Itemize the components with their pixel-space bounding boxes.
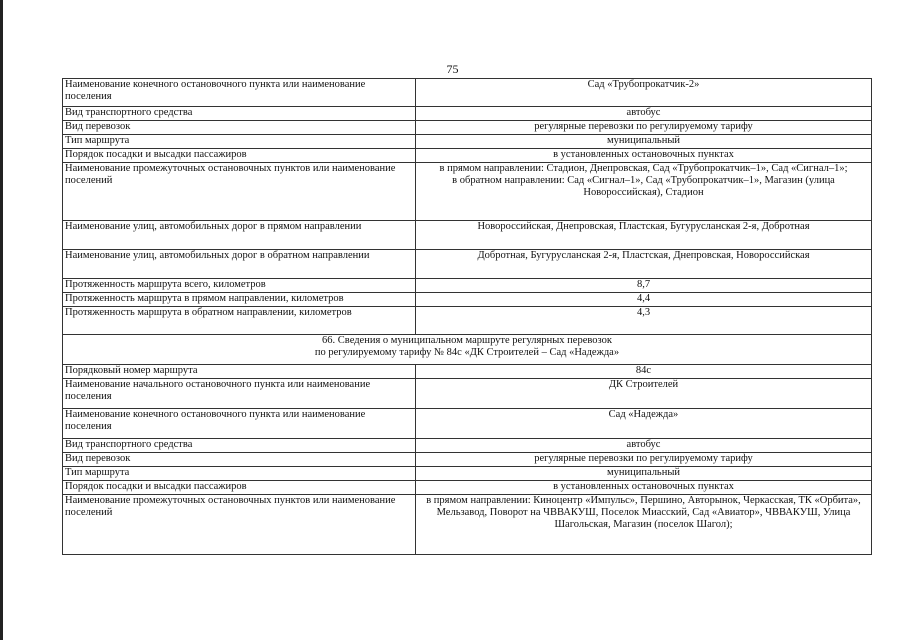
row-label: Протяженность маршрута в обратном направлении, километров bbox=[63, 307, 416, 335]
table-row bbox=[63, 481, 872, 495]
section-heading-row bbox=[63, 335, 872, 365]
row-label: Порядок посадки и высадки пассажиров bbox=[63, 149, 416, 163]
row-value: Добротная, Бугурусланская 2-я, Пластская, Днепровская, Новороссийская bbox=[416, 250, 872, 279]
row-label: Наименование конечного остановочного пункта или наименование поселения bbox=[63, 409, 416, 439]
table-row bbox=[63, 467, 872, 481]
table-row bbox=[63, 135, 872, 149]
section-heading: 66. Сведения о муниципальном маршруте регулярных перевозок по регулируемому тарифу № 84с «ДК Строителей – Сад «Надежда» bbox=[63, 335, 872, 365]
row-value: муниципальный bbox=[416, 467, 872, 481]
table-row bbox=[63, 495, 872, 555]
row-value: регулярные перевозки по регулируемому тарифу bbox=[416, 453, 872, 467]
table-row bbox=[63, 379, 872, 409]
row-value: 4,3 bbox=[416, 307, 872, 335]
row-value: ДК Строителей bbox=[416, 379, 872, 409]
row-value: автобус bbox=[416, 439, 872, 453]
table-row bbox=[63, 453, 872, 467]
row-value: Сад «Надежда» bbox=[416, 409, 872, 439]
page-number: 75 bbox=[446, 62, 459, 76]
row-value bbox=[416, 163, 872, 221]
row-label: Наименование промежуточных остановочных пунктов или наименование поселений bbox=[63, 163, 416, 221]
table-row bbox=[63, 409, 872, 439]
row-label: Наименование улиц, автомобильных дорог в прямом направлении bbox=[63, 221, 416, 250]
row-value: в установленных остановочных пунктах bbox=[416, 481, 872, 495]
table-row bbox=[63, 107, 872, 121]
row-label: Тип маршрута bbox=[63, 467, 416, 481]
route-table bbox=[62, 78, 872, 555]
table-row bbox=[63, 163, 872, 221]
row-label: Порядок посадки и высадки пассажиров bbox=[63, 481, 416, 495]
row-value: Новороссийская, Днепровская, Пластская, Бугурусланская 2-я, Добротная bbox=[416, 221, 872, 250]
row-value: Сад «Трубопрокатчик-2» bbox=[416, 79, 872, 107]
table-row bbox=[63, 250, 872, 279]
table-row bbox=[63, 365, 872, 379]
row-label: Наименование улиц, автомобильных дорог в обратном направлении bbox=[63, 250, 416, 279]
page-edge bbox=[0, 0, 3, 640]
return-stops: в обратном направлении: Сад «Сигнал–1», Сад «Трубопрокатчик–1», Магазин (улица Новороссийская), Стадион bbox=[452, 175, 835, 198]
row-label: Наименование конечного остановочного пункта или наименование поселения bbox=[63, 79, 416, 107]
row-value: 8,7 bbox=[416, 279, 872, 293]
table-row bbox=[63, 279, 872, 293]
table-row bbox=[63, 79, 872, 107]
table-row bbox=[63, 221, 872, 250]
row-value: в прямом направлении: Киноцентр «Импульс», Першино, Авторынок, Черкасская, ТК «Орбита», Мельзавод, Поворот на ЧВВАКУШ, Поселок Миасский, Сад «Авиатор», ЧВВАКУШ, Улица Шагольская, Магазин (поселок Шагол); bbox=[416, 495, 872, 555]
table-row bbox=[63, 121, 872, 135]
row-label: Порядковый номер маршрута bbox=[63, 365, 416, 379]
row-label: Вид транспортного средства bbox=[63, 107, 416, 121]
row-label: Протяженность маршрута в прямом направлении, километров bbox=[63, 293, 416, 307]
row-label: Наименование начального остановочного пункта или наименование поселения bbox=[63, 379, 416, 409]
row-value: автобус bbox=[416, 107, 872, 121]
row-value: 4,4 bbox=[416, 293, 872, 307]
table-row bbox=[63, 439, 872, 453]
row-value: 84с bbox=[416, 365, 872, 379]
table-row bbox=[63, 293, 872, 307]
row-label: Протяженность маршрута всего, километров bbox=[63, 279, 416, 293]
row-label: Наименование промежуточных остановочных пунктов или наименование поселений bbox=[63, 495, 416, 555]
table-row bbox=[63, 149, 872, 163]
forward-stops: в прямом направлении: Стадион, Днепровская, Сад «Трубопрокатчик–1», Сад «Сигнал–1»; bbox=[439, 163, 848, 174]
table-row bbox=[63, 307, 872, 335]
row-label: Вид транспортного средства bbox=[63, 439, 416, 453]
row-label: Вид перевозок bbox=[63, 121, 416, 135]
row-label: Тип маршрута bbox=[63, 135, 416, 149]
row-value: регулярные перевозки по регулируемому тарифу bbox=[416, 121, 872, 135]
row-value: в установленных остановочных пунктах bbox=[416, 149, 872, 163]
row-value: муниципальный bbox=[416, 135, 872, 149]
row-label: Вид перевозок bbox=[63, 453, 416, 467]
